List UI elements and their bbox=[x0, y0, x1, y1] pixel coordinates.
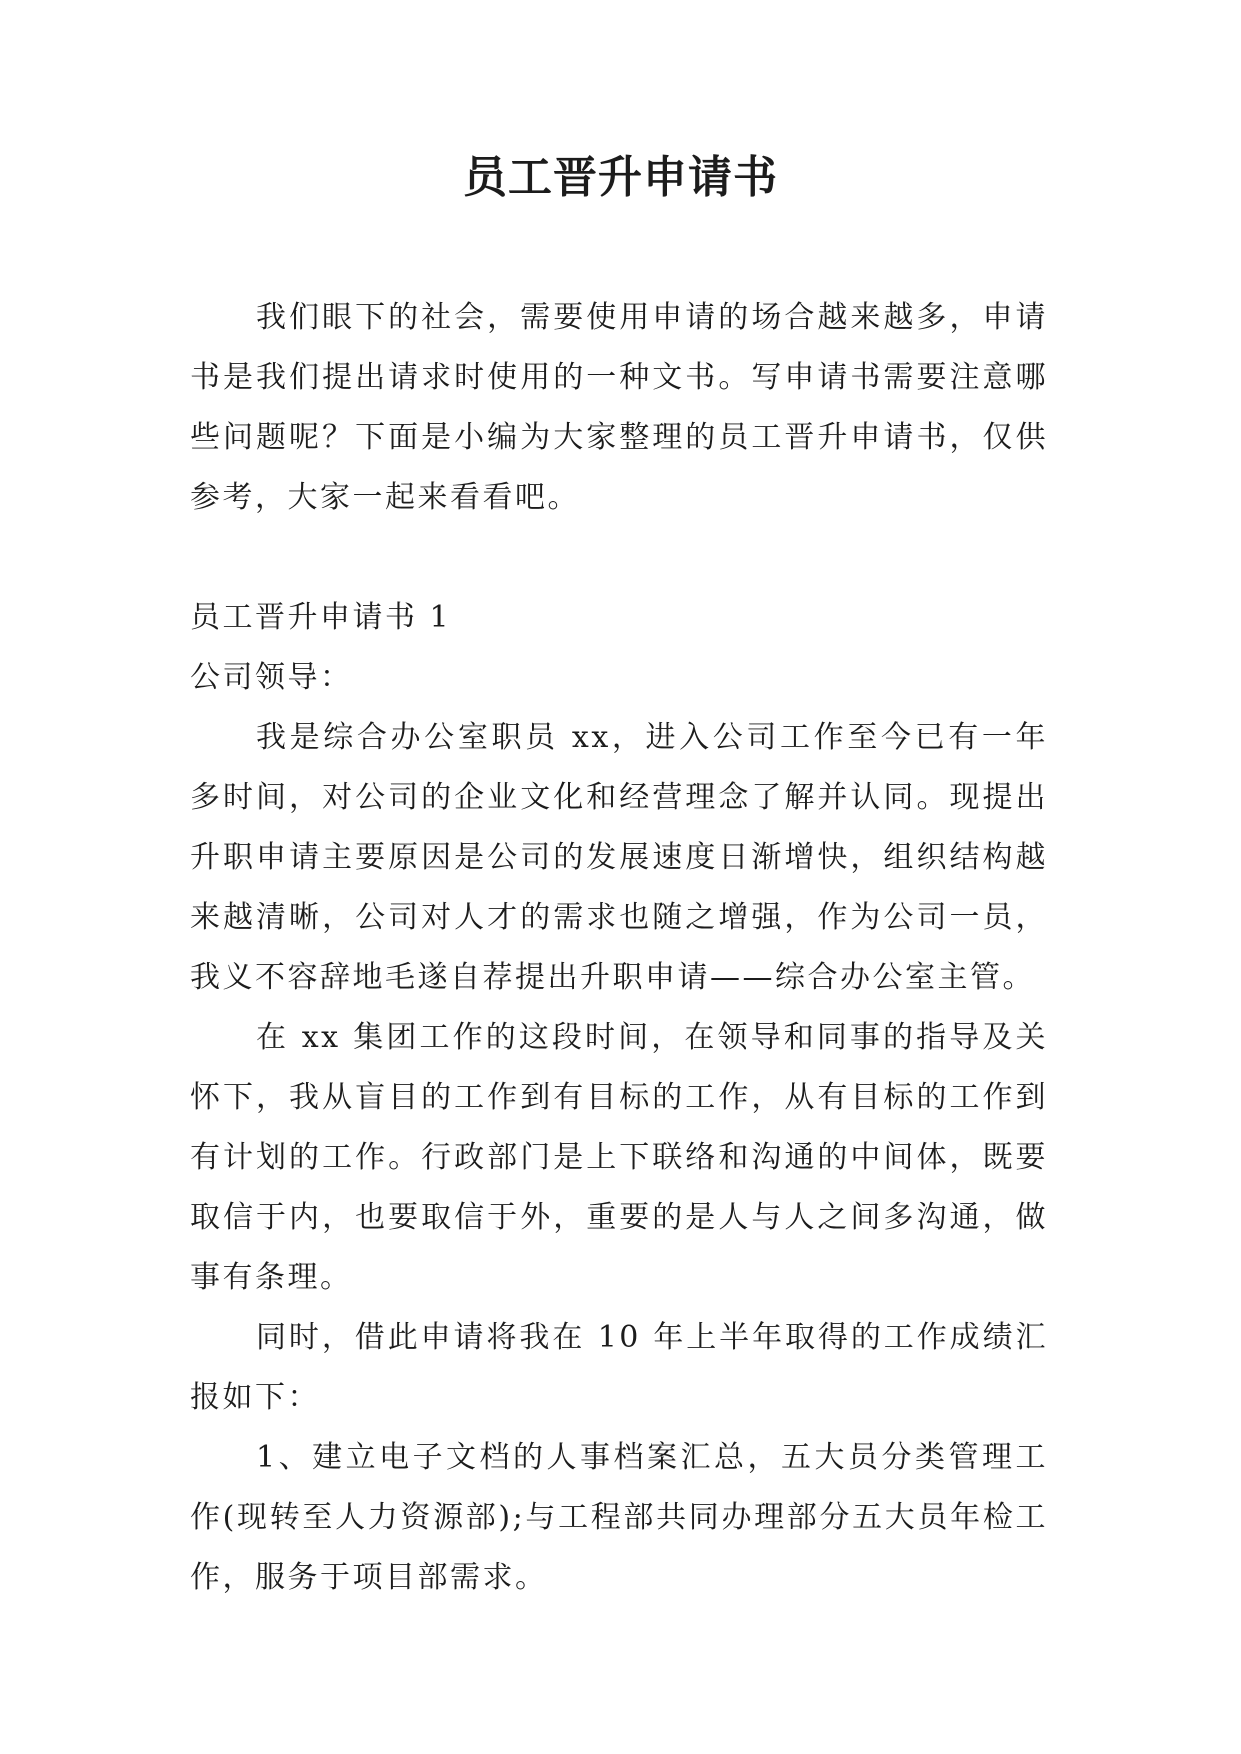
document-title: 员工晋升申请书 bbox=[463, 152, 778, 203]
section-heading: 员工晋升申请书 1 bbox=[190, 600, 452, 635]
list-item: 1、建立电子文档的人事档案汇总，五大员分类管理工作(现转至人力资源部);与工程部共同办理部分五大员年检工作，服务于项目部需求。 bbox=[190, 1440, 1048, 1595]
document-body bbox=[190, 288, 1048, 1608]
body-paragraph: 在 xx 集团工作的这段时间，在领导和同事的指导及关怀下，我从盲目的工作到有目标的工作，从有目标的工作到有计划的工作。行政部门是上下联络和沟通的中间体，既要取信于内，也要取信于外，重要的是人与人之间多沟通，做事有条理。 bbox=[190, 1020, 1048, 1295]
salutation: 公司领导： bbox=[190, 660, 353, 695]
body-paragraph: 同时，借此申请将我在 10 年上半年取得的工作成绩汇报如下： bbox=[190, 1320, 1048, 1415]
body-paragraph: 我是综合办公室职员 xx，进入公司工作至今已有一年多时间，对公司的企业文化和经营理念了解并认同。现提出升职申请主要原因是公司的发展速度日渐增快，组织结构越来越清晰，公司对人才的需求也随之增强，作为公司一员，我义不容辞地毛遂自荐提出升职申请——综合办公室主管。 bbox=[190, 720, 1048, 995]
intro-paragraph: 我们眼下的社会，需要使用申请的场合越来越多，申请书是我们提出请求时使用的一种文书。写申请书需要注意哪些问题呢？下面是小编为大家整理的员工晋升申请书，仅供参考，大家一起来看看吧。 bbox=[190, 300, 1048, 515]
